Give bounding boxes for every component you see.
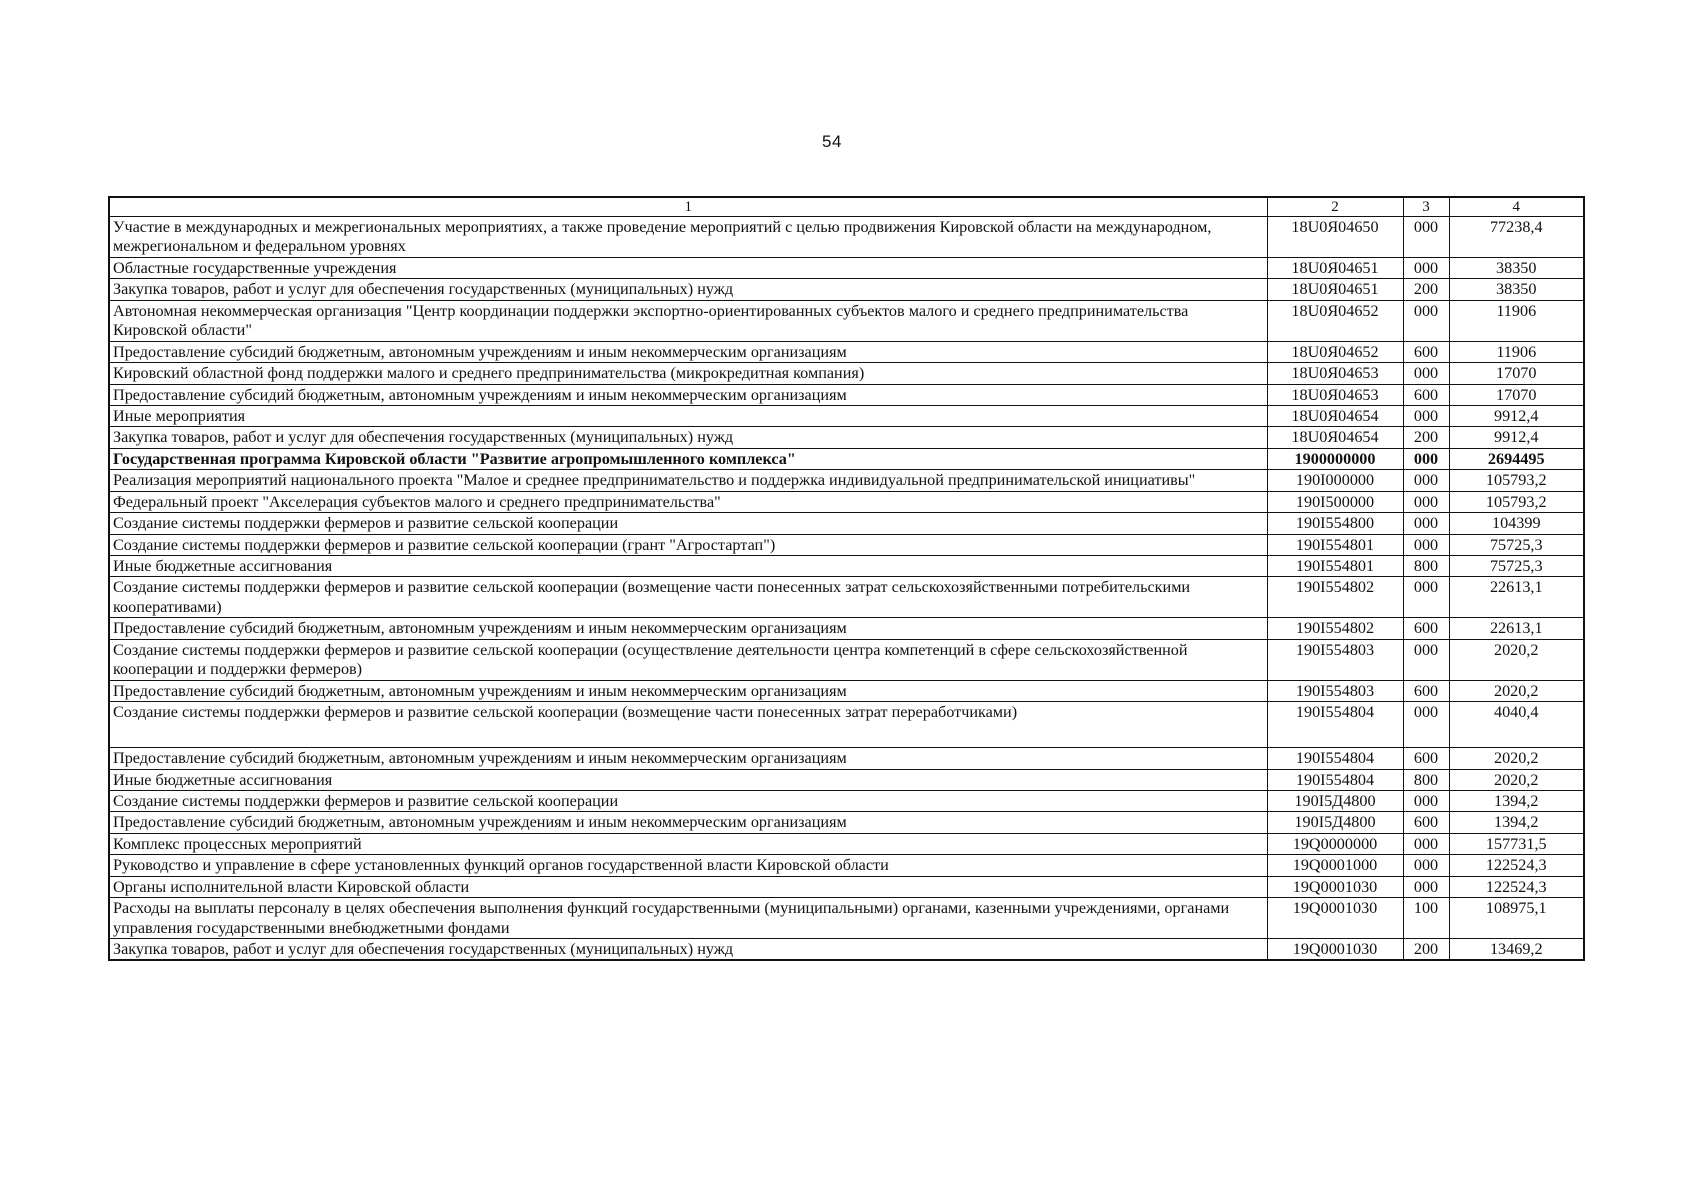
row-sum-cell: 2020,2 bbox=[1449, 748, 1584, 769]
row-name-cell: Предоставление субсидий бюджетным, автономным учреждениям и иным некоммерческим организациям bbox=[109, 812, 1267, 833]
row-type-cell: 000 bbox=[1403, 876, 1449, 897]
row-type-cell: 600 bbox=[1403, 680, 1449, 701]
table-row bbox=[109, 470, 1584, 491]
row-type-cell: 000 bbox=[1403, 702, 1449, 748]
row-code-cell: 190I554801 bbox=[1267, 534, 1403, 555]
row-name-cell: Создание системы поддержки фермеров и развитие сельской кооперации bbox=[109, 790, 1267, 811]
row-code-cell: 190I554803 bbox=[1267, 639, 1403, 680]
row-code-cell: 1900000000 bbox=[1267, 448, 1403, 469]
row-sum-cell: 77238,4 bbox=[1449, 217, 1584, 258]
row-code-cell: 18U0Я04651 bbox=[1267, 257, 1403, 278]
header-col-3: 3 bbox=[1403, 197, 1449, 217]
table-row bbox=[109, 680, 1584, 701]
table-row bbox=[109, 748, 1584, 769]
row-sum-cell: 104399 bbox=[1449, 513, 1584, 534]
table-row bbox=[109, 448, 1584, 469]
row-code-cell: 190I554804 bbox=[1267, 748, 1403, 769]
row-type-cell: 000 bbox=[1403, 513, 1449, 534]
row-name-cell: Кировский областной фонд поддержки малого и среднего предпринимательства (микрокредитная компания) bbox=[109, 363, 1267, 384]
row-sum-cell: 22613,1 bbox=[1449, 618, 1584, 639]
table-row bbox=[109, 405, 1584, 426]
table-row bbox=[109, 898, 1584, 939]
table-body bbox=[109, 217, 1584, 961]
row-sum-cell: 4040,4 bbox=[1449, 702, 1584, 748]
table-row bbox=[109, 639, 1584, 680]
row-name-cell: Руководство и управление в сфере установленных функций органов государственной власти Кировской области bbox=[109, 855, 1267, 876]
row-name-cell: Создание системы поддержки фермеров и развитие сельской кооперации (возмещение части понесенных затрат переработчиками) bbox=[109, 702, 1267, 748]
row-type-cell: 000 bbox=[1403, 363, 1449, 384]
table-row bbox=[109, 577, 1584, 618]
row-code-cell: 190I554804 bbox=[1267, 769, 1403, 790]
row-type-cell: 000 bbox=[1403, 639, 1449, 680]
row-name-cell: Комплекс процессных мероприятий bbox=[109, 833, 1267, 854]
row-name-cell: Закупка товаров, работ и услуг для обеспечения государственных (муниципальных) нужд bbox=[109, 939, 1267, 961]
row-name-cell: Закупка товаров, работ и услуг для обеспечения государственных (муниципальных) нужд bbox=[109, 427, 1267, 448]
row-code-cell: 190I5Д4800 bbox=[1267, 790, 1403, 811]
row-sum-cell: 38350 bbox=[1449, 257, 1584, 278]
row-code-cell: 18U0Я04652 bbox=[1267, 341, 1403, 362]
table-row bbox=[109, 812, 1584, 833]
row-sum-cell: 17070 bbox=[1449, 363, 1584, 384]
row-type-cell: 000 bbox=[1403, 448, 1449, 469]
row-code-cell: 190I554802 bbox=[1267, 618, 1403, 639]
row-name-cell: Предоставление субсидий бюджетным, автономным учреждениям и иным некоммерческим организациям bbox=[109, 680, 1267, 701]
row-code-cell: 19Q0001030 bbox=[1267, 939, 1403, 961]
row-type-cell: 000 bbox=[1403, 534, 1449, 555]
row-code-cell: 18U0Я04653 bbox=[1267, 384, 1403, 405]
row-name-cell: Закупка товаров, работ и услуг для обеспечения государственных (муниципальных) нужд bbox=[109, 279, 1267, 300]
row-sum-cell: 38350 bbox=[1449, 279, 1584, 300]
row-code-cell: 190I554800 bbox=[1267, 513, 1403, 534]
row-type-cell: 000 bbox=[1403, 217, 1449, 258]
row-type-cell: 000 bbox=[1403, 833, 1449, 854]
row-code-cell: 18U0Я04650 bbox=[1267, 217, 1403, 258]
row-type-cell: 600 bbox=[1403, 341, 1449, 362]
table-row bbox=[109, 618, 1584, 639]
row-code-cell: 19Q0001030 bbox=[1267, 876, 1403, 897]
row-name-cell: Создание системы поддержки фермеров и развитие сельской кооперации bbox=[109, 513, 1267, 534]
row-sum-cell: 1394,2 bbox=[1449, 812, 1584, 833]
row-sum-cell: 17070 bbox=[1449, 384, 1584, 405]
row-code-cell: 19Q0001030 bbox=[1267, 898, 1403, 939]
row-type-cell: 200 bbox=[1403, 279, 1449, 300]
row-name-cell: Иные мероприятия bbox=[109, 405, 1267, 426]
row-sum-cell: 11906 bbox=[1449, 300, 1584, 341]
table-row bbox=[109, 384, 1584, 405]
row-code-cell: 18U0Я04652 bbox=[1267, 300, 1403, 341]
row-name-cell: Органы исполнительной власти Кировской области bbox=[109, 876, 1267, 897]
row-code-cell: 18U0Я04654 bbox=[1267, 427, 1403, 448]
row-sum-cell: 13469,2 bbox=[1449, 939, 1584, 961]
row-name-cell: Создание системы поддержки фермеров и развитие сельской кооперации (осуществление деятельности центра компетенций в сфере сельскохозяйственной кооперации и поддержки фермеров) bbox=[109, 639, 1267, 680]
row-sum-cell: 22613,1 bbox=[1449, 577, 1584, 618]
row-code-cell: 190I554804 bbox=[1267, 702, 1403, 748]
table-row bbox=[109, 427, 1584, 448]
row-sum-cell: 2694495 bbox=[1449, 448, 1584, 469]
row-type-cell: 000 bbox=[1403, 577, 1449, 618]
row-code-cell: 190I500000 bbox=[1267, 491, 1403, 512]
row-code-cell: 19Q0000000 bbox=[1267, 833, 1403, 854]
row-type-cell: 000 bbox=[1403, 405, 1449, 426]
row-sum-cell: 122524,3 bbox=[1449, 855, 1584, 876]
table-row bbox=[109, 491, 1584, 512]
table-row bbox=[109, 556, 1584, 577]
row-name-cell: Создание системы поддержки фермеров и развитие сельской кооперации (возмещение части понесенных затрат сельскохозяйственными потребительскими кооперативами) bbox=[109, 577, 1267, 618]
row-sum-cell: 2020,2 bbox=[1449, 769, 1584, 790]
row-sum-cell: 9912,4 bbox=[1449, 427, 1584, 448]
header-col-1: 1 bbox=[109, 197, 1267, 217]
table-row bbox=[109, 257, 1584, 278]
row-name-cell: Создание системы поддержки фермеров и развитие сельской кооперации (грант "Агростартап") bbox=[109, 534, 1267, 555]
row-name-cell: Областные государственные учреждения bbox=[109, 257, 1267, 278]
row-sum-cell: 11906 bbox=[1449, 341, 1584, 362]
table-row bbox=[109, 855, 1584, 876]
row-type-cell: 000 bbox=[1403, 855, 1449, 876]
row-sum-cell: 105793,2 bbox=[1449, 470, 1584, 491]
row-sum-cell: 75725,3 bbox=[1449, 534, 1584, 555]
table-row bbox=[109, 534, 1584, 555]
row-code-cell: 18U0Я04653 bbox=[1267, 363, 1403, 384]
row-name-cell: Реализация мероприятий национального проекта "Малое и среднее предпринимательство и поддержка индивидуальной предпринимательской инициативы" bbox=[109, 470, 1267, 491]
row-code-cell: 19Q0001000 bbox=[1267, 855, 1403, 876]
row-type-cell: 600 bbox=[1403, 618, 1449, 639]
header-col-2: 2 bbox=[1267, 197, 1403, 217]
budget-table bbox=[108, 196, 1585, 961]
table-row bbox=[109, 876, 1584, 897]
row-type-cell: 600 bbox=[1403, 384, 1449, 405]
row-sum-cell: 1394,2 bbox=[1449, 790, 1584, 811]
row-type-cell: 200 bbox=[1403, 939, 1449, 961]
table-row bbox=[109, 939, 1584, 961]
table-row bbox=[109, 217, 1584, 258]
row-type-cell: 000 bbox=[1403, 790, 1449, 811]
row-name-cell: Предоставление субсидий бюджетным, автономным учреждениям и иным некоммерческим организациям bbox=[109, 384, 1267, 405]
row-name-cell: Автономная некоммерческая организация "Центр координации поддержки экспортно-ориентированных субъектов малого и среднего предпринимательства Кировской области" bbox=[109, 300, 1267, 341]
row-type-cell: 600 bbox=[1403, 812, 1449, 833]
row-name-cell: Предоставление субсидий бюджетным, автономным учреждениям и иным некоммерческим организациям bbox=[109, 748, 1267, 769]
table-row bbox=[109, 513, 1584, 534]
table-row bbox=[109, 769, 1584, 790]
row-sum-cell: 2020,2 bbox=[1449, 680, 1584, 701]
row-name-cell: Предоставление субсидий бюджетным, автономным учреждениям и иным некоммерческим организациям bbox=[109, 618, 1267, 639]
row-code-cell: 190I554802 bbox=[1267, 577, 1403, 618]
row-sum-cell: 105793,2 bbox=[1449, 491, 1584, 512]
row-sum-cell: 122524,3 bbox=[1449, 876, 1584, 897]
row-type-cell: 000 bbox=[1403, 491, 1449, 512]
table-row bbox=[109, 702, 1584, 748]
row-sum-cell: 108975,1 bbox=[1449, 898, 1584, 939]
table-row bbox=[109, 300, 1584, 341]
row-code-cell: 190I554801 bbox=[1267, 556, 1403, 577]
row-name-cell: Иные бюджетные ассигнования bbox=[109, 769, 1267, 790]
page-number: 54 bbox=[822, 132, 842, 151]
table-row bbox=[109, 279, 1584, 300]
row-type-cell: 800 bbox=[1403, 556, 1449, 577]
table-row bbox=[109, 341, 1584, 362]
table-row bbox=[109, 790, 1584, 811]
row-sum-cell: 2020,2 bbox=[1449, 639, 1584, 680]
row-code-cell: 18U0Я04651 bbox=[1267, 279, 1403, 300]
row-sum-cell: 9912,4 bbox=[1449, 405, 1584, 426]
row-code-cell: 18U0Я04654 bbox=[1267, 405, 1403, 426]
table-header-row bbox=[109, 197, 1584, 217]
row-type-cell: 800 bbox=[1403, 769, 1449, 790]
row-code-cell: 190I554803 bbox=[1267, 680, 1403, 701]
header-col-4: 4 bbox=[1449, 197, 1584, 217]
row-type-cell: 000 bbox=[1403, 257, 1449, 278]
row-name-cell: Иные бюджетные ассигнования bbox=[109, 556, 1267, 577]
row-sum-cell: 75725,3 bbox=[1449, 556, 1584, 577]
row-type-cell: 000 bbox=[1403, 300, 1449, 341]
row-type-cell: 000 bbox=[1403, 470, 1449, 491]
row-name-cell: Государственная программа Кировской области "Развитие агропромышленного комплекса" bbox=[109, 448, 1267, 469]
row-name-cell: Участие в международных и межрегиональных мероприятиях, а также проведение мероприятий с целью продвижения Кировской области на международном, межрегиональном и федеральном уровнях bbox=[109, 217, 1267, 258]
row-code-cell: 190I000000 bbox=[1267, 470, 1403, 491]
row-name-cell: Расходы на выплаты персоналу в целях обеспечения выполнения функций государственными (муниципальными) органами, казенными учреждениями, органами управления государственными внебюджетными фондами bbox=[109, 898, 1267, 939]
row-type-cell: 100 bbox=[1403, 898, 1449, 939]
row-type-cell: 600 bbox=[1403, 748, 1449, 769]
table-row bbox=[109, 833, 1584, 854]
row-name-cell: Предоставление субсидий бюджетным, автономным учреждениям и иным некоммерческим организациям bbox=[109, 341, 1267, 362]
row-type-cell: 200 bbox=[1403, 427, 1449, 448]
table-row bbox=[109, 363, 1584, 384]
row-code-cell: 190I5Д4800 bbox=[1267, 812, 1403, 833]
row-name-cell: Федеральный проект "Акселерация субъектов малого и среднего предпринимательства" bbox=[109, 491, 1267, 512]
row-sum-cell: 157731,5 bbox=[1449, 833, 1584, 854]
